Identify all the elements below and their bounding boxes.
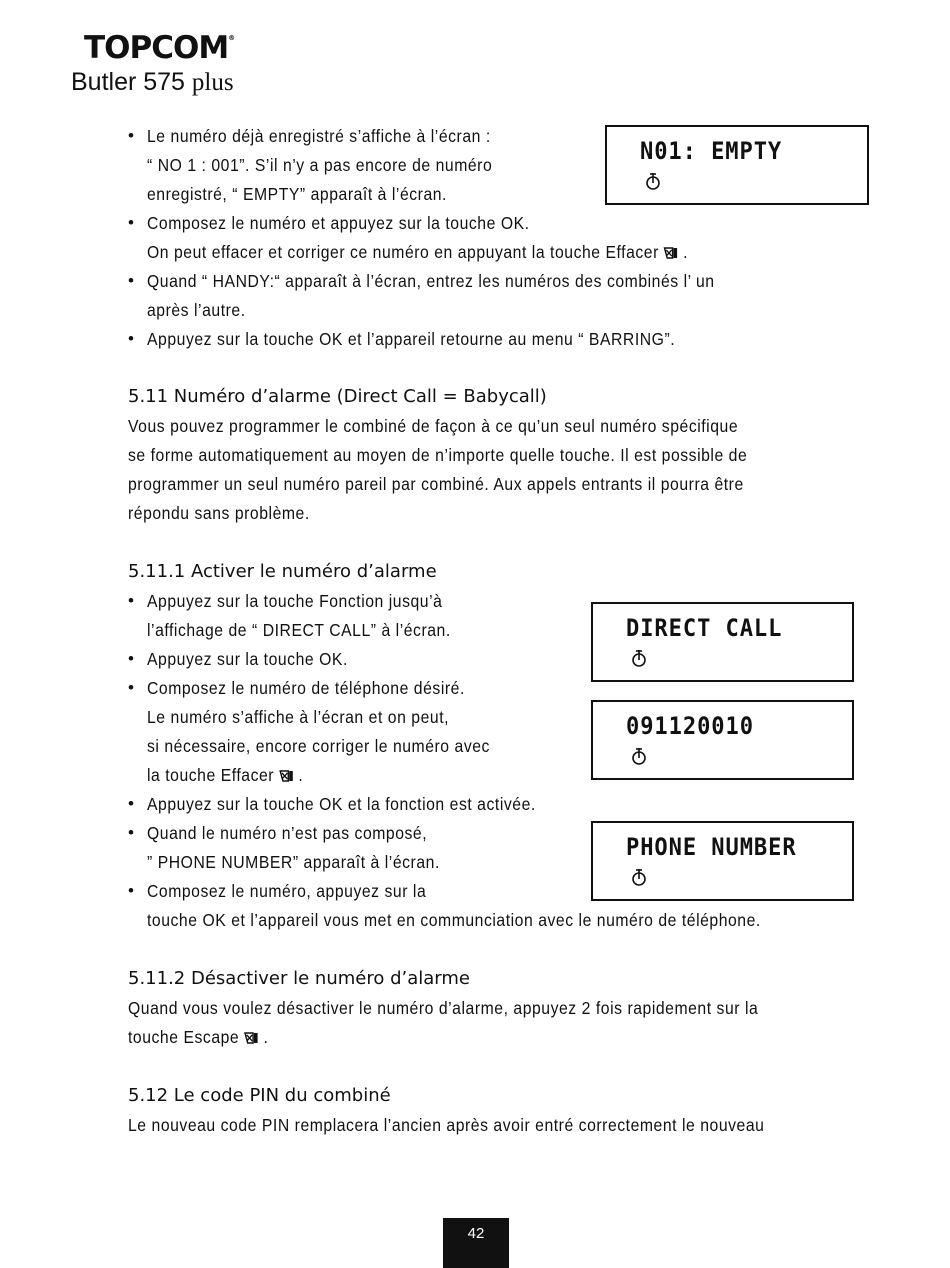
text-line: touche OK et l’appareil vous met en communciation avec le numéro de téléphone. [147, 910, 761, 930]
text-line: Le numéro déjà enregistré s’affiche à l’écran : [147, 126, 491, 146]
lcd-text: DIRECT CALL [626, 614, 783, 642]
brand-logo: TOPCOM® [84, 30, 235, 66]
text-line: “ NO 1 : 001”. S’il n’y a pas encore de numéro [147, 155, 493, 175]
handset-clock-icon [645, 171, 661, 191]
delete-key-icon [664, 246, 678, 260]
bullet: • [128, 823, 134, 842]
period: . [263, 1027, 269, 1047]
brand-name: TOPCOM [84, 30, 229, 66]
section-heading: 5.11.2 Désactiver le numéro d’alarme [128, 968, 470, 989]
lcd-display-empty [605, 125, 869, 205]
text-line: après l’autre. [147, 300, 246, 320]
text-span: la touche Effacer [147, 765, 275, 785]
text-line: Composez le numéro, appuyez sur la [147, 881, 427, 901]
period: . [298, 765, 304, 785]
text-line: se forme automatiquement au moyen de n’importe quelle touche. Il est possible de [128, 445, 748, 465]
section-heading: 5.11.1 Activer le numéro d’alarme [128, 561, 437, 582]
lcd-display-number [591, 700, 854, 780]
text-line: répondu sans problème. [128, 503, 310, 523]
page-number: 42 [443, 1218, 509, 1268]
lcd-display-phone-number [591, 821, 854, 901]
section-heading: 5.12 Le code PIN du combiné [128, 1085, 391, 1106]
delete-key-icon [279, 769, 293, 783]
model-name [71, 68, 234, 97]
model-suffix: plus [191, 69, 234, 96]
text-line: Quand “ HANDY:“ apparaît à l’écran, entrez les numéros des combinés l’ un [147, 271, 715, 291]
text-line: l’affichage de “ DIRECT CALL” à l’écran. [147, 620, 451, 640]
text-line: Composez le numéro et appuyez sur la touche OK. [147, 213, 530, 233]
bullet: • [128, 591, 134, 610]
text-line: Composez le numéro de téléphone désiré. [147, 678, 465, 698]
bullet: • [128, 649, 134, 668]
lcd-text: PHONE NUMBER [626, 833, 797, 861]
handset-clock-icon [631, 746, 647, 766]
lcd-text: 091120010 [626, 712, 754, 740]
text-line: Le nouveau code PIN remplacera l’ancien après avoir entré correctement le nouveau [128, 1115, 765, 1135]
text-line: Quand vous voulez désactiver le numéro d’alarme, appuyez 2 fois rapidement sur la [128, 998, 759, 1018]
bullet: • [128, 678, 134, 697]
text-line: Appuyez sur la touche OK et la fonction est activée. [147, 794, 536, 814]
text-line: enregistré, “ EMPTY” apparaît à l’écran. [147, 184, 447, 204]
text-line: Appuyez sur la touche OK et l’appareil retourne au menu “ BARRING”. [147, 329, 676, 349]
text-line: Vous pouvez programmer le combiné de façon à ce qu’un seul numéro spécifique [128, 416, 739, 436]
lcd-text: N01: EMPTY [640, 137, 783, 165]
text-line: Appuyez sur la touche OK. [147, 649, 348, 669]
text-line: Le numéro s’affiche à l’écran et on peut, [147, 707, 450, 727]
delete-key-icon [244, 1031, 258, 1045]
handset-clock-icon [631, 648, 647, 668]
text-line: Appuyez sur la touche Fonction jusqu’à [147, 591, 443, 611]
model-text: Butler 575 [71, 68, 185, 96]
text-line: Quand le numéro n’est pas composé, [147, 823, 428, 843]
text-span: On peut effacer et corriger ce numéro en appuyant la touche Effacer [147, 242, 659, 262]
bullet: • [128, 126, 134, 145]
lcd-display-direct-call [591, 602, 854, 682]
period: . [683, 242, 689, 262]
bullet: • [128, 794, 134, 813]
text-line [147, 764, 303, 786]
bullet: • [128, 881, 134, 900]
bullet: • [128, 271, 134, 290]
section-heading: 5.11 Numéro d’alarme (Direct Call = Babycall) [128, 386, 547, 407]
handset-clock-icon [631, 867, 647, 887]
text-line: si nécessaire, encore corriger le numéro avec [147, 736, 490, 756]
text-line: programmer un seul numéro pareil par combiné. Aux appels entrants il pourra être [128, 474, 744, 494]
bullet: • [128, 213, 134, 232]
text-line [128, 1026, 268, 1048]
text-line: ” PHONE NUMBER” apparaît à l’écran. [147, 852, 440, 872]
bullet: • [128, 329, 134, 348]
text-span: touche Escape [128, 1027, 240, 1047]
text-line [147, 241, 688, 263]
